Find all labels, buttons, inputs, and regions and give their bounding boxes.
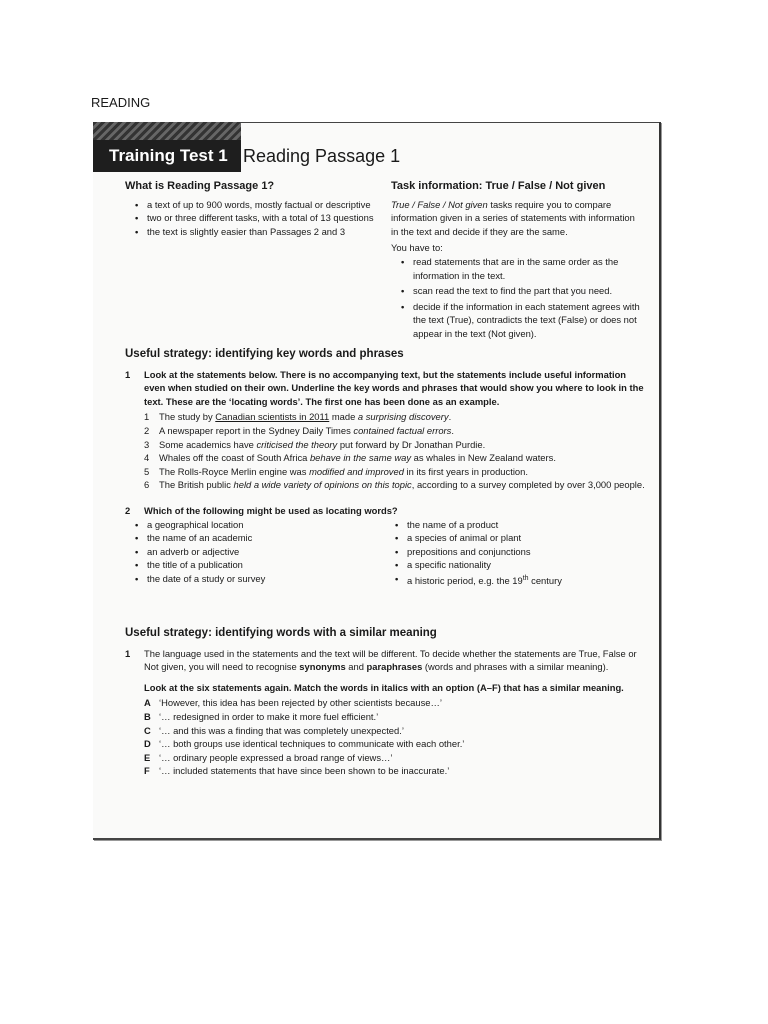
option-list bbox=[125, 696, 645, 778]
have-to-label: You have to: bbox=[391, 242, 443, 254]
statement-item bbox=[125, 451, 645, 465]
top-rule bbox=[241, 122, 659, 123]
statement-number: 2 bbox=[144, 424, 150, 436]
statement-text bbox=[159, 465, 528, 479]
scanned-page bbox=[93, 122, 661, 840]
question-text: Which of the following might be used as locating words? bbox=[144, 504, 398, 516]
intro-bullet: • the text is slightly easier than Passages 2 and 3 bbox=[147, 225, 385, 239]
option-letter: A bbox=[144, 697, 151, 709]
statement-number: 5 bbox=[144, 465, 150, 477]
paragraph-text: and bbox=[345, 661, 367, 673]
option-letter: C bbox=[144, 724, 151, 736]
statement-list bbox=[125, 410, 645, 492]
historic-text-end: century bbox=[528, 575, 562, 587]
statement-item bbox=[125, 478, 645, 492]
statement-part: , according to a survey completed by over 3,000 people. bbox=[411, 479, 645, 491]
statement-number: 3 bbox=[144, 438, 150, 450]
option-letter: E bbox=[144, 751, 151, 763]
statement-part: put forward by Dr Jonathan Purdie. bbox=[337, 438, 486, 450]
statement-italic: modified and improved bbox=[309, 465, 404, 477]
passage-title: Reading Passage 1 bbox=[243, 146, 401, 166]
question-number: 1 bbox=[125, 368, 131, 380]
option-bullet: • a geographical location bbox=[147, 518, 385, 532]
option-text: ‘… both groups use identical techniques to communicate with each other.’ bbox=[159, 738, 465, 750]
statement-text bbox=[159, 424, 454, 438]
strategy-similar-meaning bbox=[125, 627, 645, 778]
statement-part: . bbox=[451, 424, 454, 436]
synonyms-term: synonyms bbox=[299, 661, 346, 673]
statement-item bbox=[125, 424, 645, 438]
statement-number: 6 bbox=[144, 479, 150, 491]
question-2 bbox=[125, 504, 645, 518]
statement-italic: a surprising discovery bbox=[357, 411, 449, 423]
statement-part: in its first years in production. bbox=[403, 465, 528, 477]
question-number: 1 bbox=[125, 647, 131, 659]
task-bullet: • decide if the information in each statement agrees with the text (True), contradicts the text (False) or does not appear in the text (Not given). bbox=[413, 300, 641, 341]
historic-superscript: th bbox=[522, 574, 529, 582]
task-column bbox=[391, 180, 641, 341]
task-description bbox=[391, 198, 641, 239]
task-bullet: • read statements that are in the same order as the information in the text. bbox=[413, 255, 641, 282]
statement-text bbox=[159, 451, 556, 465]
option-text: ‘… redesigned in order to make it more fuel efficient.’ bbox=[159, 710, 379, 722]
option-item bbox=[125, 764, 645, 778]
statement-underlined: Canadian scientists in 2011 bbox=[215, 411, 330, 423]
statement-part: Whales off the coast of South Africa bbox=[159, 452, 310, 464]
question-1 bbox=[125, 368, 645, 409]
statement-item bbox=[125, 465, 645, 479]
task-description-text: tasks require you to compare information given in a series of statements with information in the text and decide if they are the same. bbox=[391, 198, 635, 237]
strategy2-paragraph bbox=[144, 647, 644, 674]
intro-bullet: • a text of up to 900 words, mostly factual or descriptive bbox=[147, 198, 385, 212]
option-bullet: • the name of a product bbox=[407, 518, 645, 532]
option-item bbox=[125, 710, 645, 724]
option-bullet: • the title of a publication bbox=[147, 558, 385, 572]
statement-part: The Rolls-Royce Merlin engine was bbox=[159, 465, 310, 477]
document-label: READING bbox=[91, 95, 151, 110]
statement-italic: held a wide variety of opinions on this topic bbox=[233, 479, 412, 491]
right-options bbox=[385, 518, 645, 588]
statement-part: Some academics have bbox=[159, 438, 257, 450]
option-letter: D bbox=[144, 738, 151, 750]
option-bullet-historic bbox=[407, 572, 645, 588]
historic-text: a historic period, e.g. the 19 bbox=[407, 575, 523, 587]
intro-bullet: • two or three different tasks, with a total of 13 questions bbox=[147, 211, 385, 225]
task-list bbox=[391, 255, 641, 341]
statement-number: 4 bbox=[144, 452, 150, 464]
option-letter: B bbox=[144, 710, 151, 722]
banner-hatch bbox=[93, 122, 241, 140]
option-item bbox=[125, 737, 645, 751]
statement-part: The study by bbox=[159, 411, 216, 423]
paragraph-text: (words and phrases with a similar meaning). bbox=[422, 661, 609, 673]
option-text: ‘However, this idea has been rejected by other scientists because…’ bbox=[159, 697, 442, 709]
option-bullet: • a species of animal or plant bbox=[407, 531, 645, 545]
statement-part: as whales in New Zealand waters. bbox=[411, 452, 556, 464]
statement-part: A newspaper report in the Sydney Daily Times bbox=[159, 424, 354, 436]
left-options bbox=[125, 518, 385, 588]
statement-italic: behave in the same way bbox=[309, 452, 412, 464]
statement-part: made bbox=[329, 411, 358, 423]
statement-text bbox=[159, 478, 645, 492]
question-number: 2 bbox=[125, 504, 131, 516]
strategy1-title: Useful strategy: identifying key words and phrases bbox=[125, 348, 404, 360]
task-title: Task information: True / False / Not given bbox=[391, 180, 606, 192]
option-text: ‘… included statements that have since been shown to be inaccurate.’ bbox=[159, 765, 450, 777]
option-text: ‘… ordinary people expressed a broad range of views…’ bbox=[159, 751, 393, 763]
option-item bbox=[125, 751, 645, 765]
paragraph-text: The language used in the statements and the text will be different. To decide whether the statements are True, False or Not given, you will need to recognise bbox=[144, 647, 637, 673]
statement-part: . bbox=[448, 411, 452, 423]
option-item bbox=[125, 696, 645, 710]
option-bullet: • an adverb or adjective bbox=[147, 545, 385, 559]
option-item bbox=[125, 724, 645, 738]
option-bullet: • the name of an academic bbox=[147, 531, 385, 545]
option-text: ‘… and this was a finding that was completely unexpected.’ bbox=[159, 724, 404, 736]
option-bullet: • the date of a study or survey bbox=[147, 572, 385, 586]
task-bullet: • scan read the text to find the part that you need. bbox=[413, 284, 641, 298]
strategy2-question-1 bbox=[125, 647, 645, 674]
intro-column bbox=[125, 180, 385, 238]
statement-italic: criticised the theory bbox=[256, 438, 338, 450]
option-bullet: • a specific nationality bbox=[407, 558, 645, 572]
statement-number: 1 bbox=[144, 411, 150, 423]
locating-options bbox=[125, 518, 645, 588]
intro-list bbox=[125, 198, 385, 239]
question-text: Look at the statements below. There is no accompanying text, but the statements include useful information even when studied on their own. Underline the key words and phrases that would show you where to look in the text. These are the ‘locating words’. The first one has been done as an example. bbox=[144, 368, 644, 407]
statement-part: The British public bbox=[159, 479, 234, 491]
statement-italic: contained factual errors bbox=[353, 424, 452, 436]
statement-text bbox=[159, 438, 485, 452]
strategy2-title: Useful strategy: identifying words with a similar meaning bbox=[125, 627, 437, 639]
statement-item bbox=[125, 410, 645, 424]
strategy-key-words bbox=[125, 348, 645, 588]
paraphrases-term: paraphrases bbox=[366, 661, 423, 673]
test-banner: Training Test 1 bbox=[93, 140, 241, 172]
statement-text bbox=[159, 410, 451, 424]
task-type: True / False / Not given bbox=[391, 198, 488, 210]
statement-item bbox=[125, 438, 645, 452]
intro-title: What is Reading Passage 1? bbox=[125, 180, 275, 192]
option-bullet: • prepositions and conjunctions bbox=[407, 545, 645, 559]
option-letter: F bbox=[144, 765, 150, 777]
match-instruction: Look at the six statements again. Match the words in italics with an option (A–F) that has a similar meaning. bbox=[144, 681, 624, 693]
